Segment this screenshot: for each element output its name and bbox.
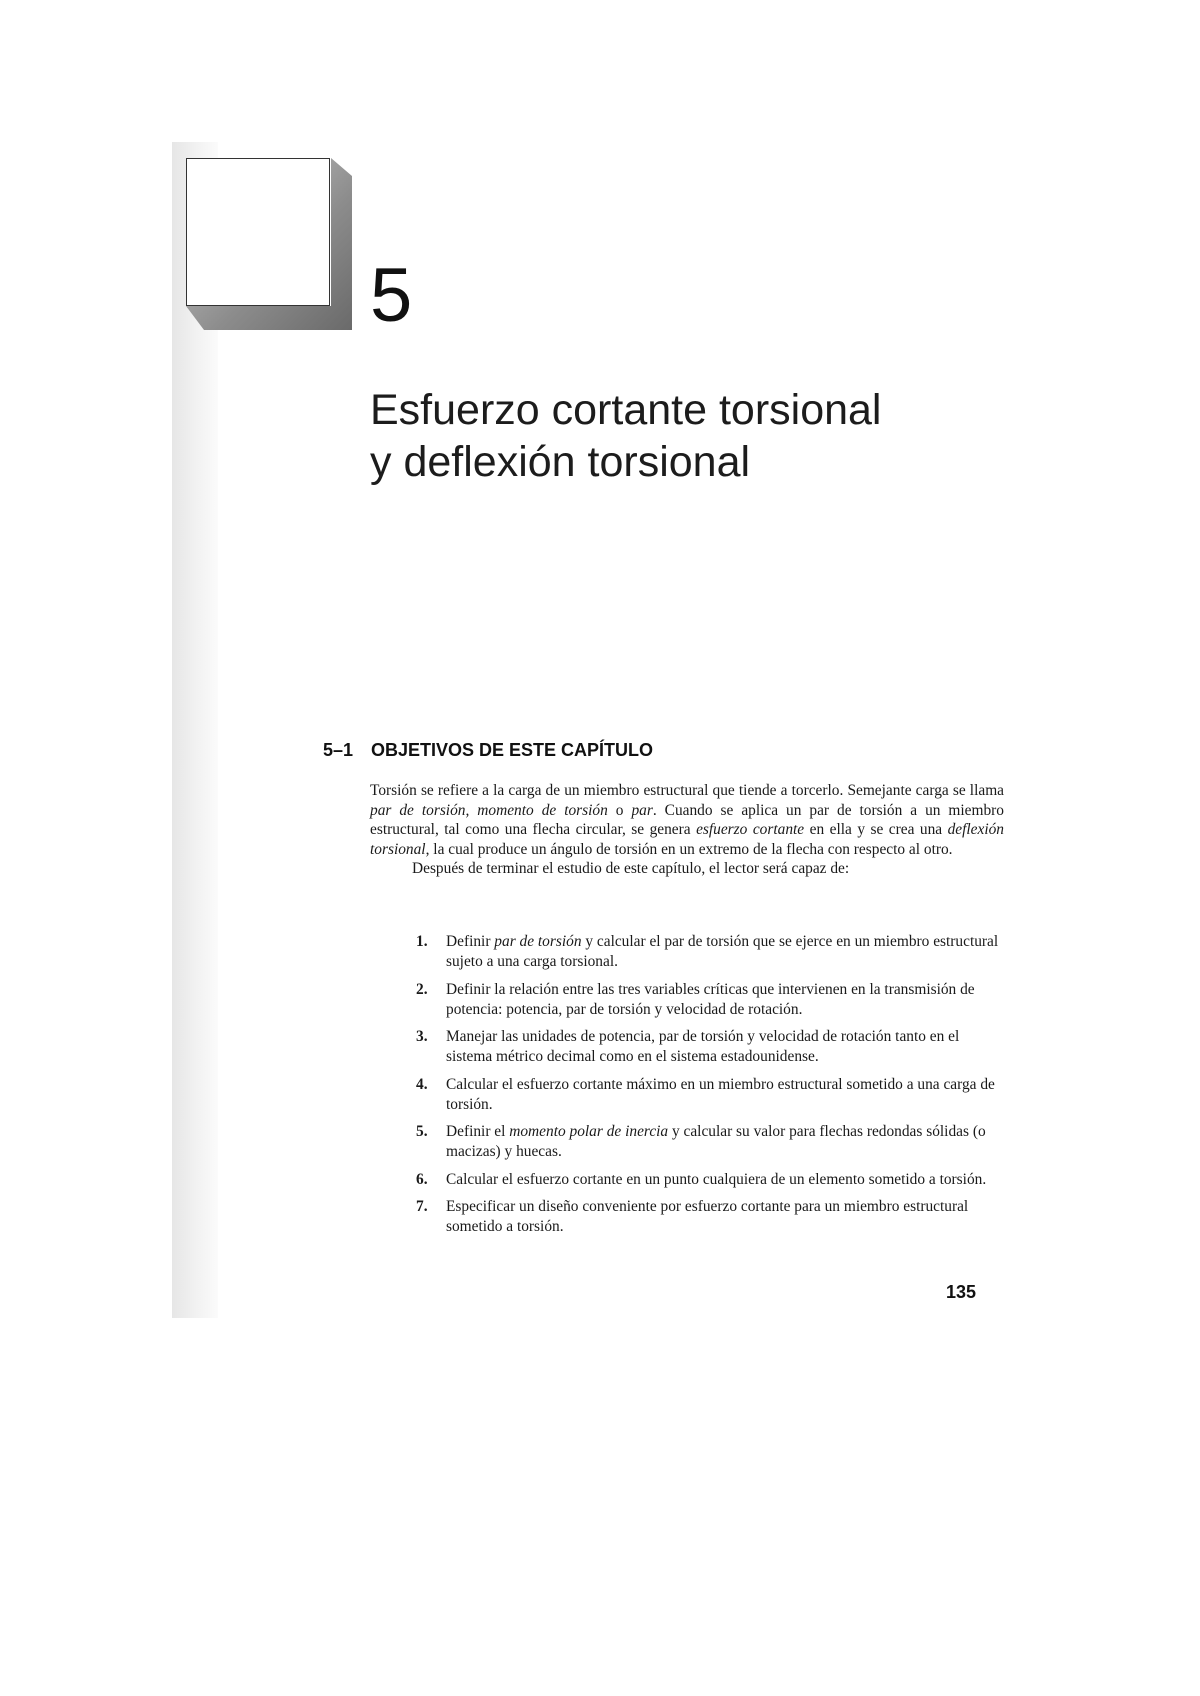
- item-text-after: y calcular su valor para flechas redondas sólidas (o macizas) y huecas.: [446, 1123, 986, 1160]
- intro-sentence-2: o: [607, 801, 632, 819]
- item-number: 5.: [416, 1123, 428, 1140]
- item-text: Manejar las unidades de potencia, par de torsión y velocidad de rotación tanto en el sistema métrico decimal como en el sistema estadounidense.: [446, 1028, 960, 1065]
- item-text: Especificar un diseño conveniente por esfuerzo cortante para un miembro estructural sometido a torsión.: [446, 1198, 969, 1235]
- list-item: [412, 1122, 1008, 1162]
- list-item: [412, 1027, 1008, 1067]
- intro-sentence-1: Torsión se refiere a la carga de un miembro estructural que tiende a torcerlo. Semejante carga se llama: [370, 782, 1004, 799]
- term-par-de-torsion: par de torsión, momento de torsión: [370, 801, 608, 819]
- chapter-title-line-2: y deflexión torsional: [370, 438, 751, 486]
- item-number: 1.: [416, 933, 428, 950]
- item-text: Calcular el esfuerzo cortante en un punto cualquiera de un elemento sometido a torsión.: [446, 1170, 987, 1188]
- term-par: par: [631, 801, 653, 819]
- intro-lead: Después de terminar el estudio de este capítulo, el lector será capaz de:: [412, 860, 850, 877]
- section-heading: [323, 740, 653, 761]
- intro-paragraph: [370, 781, 1004, 859]
- term-esfuerzo-cortante: esfuerzo cortante: [696, 821, 805, 838]
- list-item: [412, 1197, 1008, 1237]
- intro-sentence-3: . Cuando se aplica un par de torsión a un miembro estructural, tal como una flecha circular, se genera: [370, 801, 1004, 838]
- chapter-number: 5: [370, 253, 413, 338]
- item-text-after: y calcular el par de torsión que se ejerce en un miembro estructural sujeto a una carga torsional.: [446, 933, 999, 970]
- chapter-box: [186, 158, 330, 306]
- item-number: 2.: [416, 980, 428, 998]
- section-title: OBJETIVOS DE ESTE CAPÍTULO: [371, 740, 654, 760]
- item-number: 4.: [416, 1075, 428, 1093]
- item-text: Calcular el esfuerzo cortante máximo en un miembro estructural sometido a una carga de torsión.: [446, 1075, 995, 1113]
- item-number: 7.: [416, 1198, 428, 1215]
- item-text: Definir la relación entre las tres variables críticas que intervienen en la transmisión de potencia: potencia, par de torsión y velocidad de rotación.: [446, 980, 975, 1018]
- item-term: par de torsión: [494, 933, 582, 950]
- item-number: 6.: [416, 1170, 428, 1188]
- page-number: 135: [946, 1282, 977, 1302]
- item-text: Definir: [446, 933, 495, 950]
- list-item: [412, 980, 1008, 1020]
- intro-sentence-5: , la cual produce un ángulo de torsión en un extremo de la flecha con respecto al otro.: [425, 840, 953, 858]
- item-number: 3.: [416, 1028, 428, 1045]
- chapter-title-line-1: Esfuerzo cortante torsional: [370, 386, 882, 434]
- term-deflexion-torsional: deflexión torsional: [370, 821, 1005, 858]
- list-item: [412, 1170, 1008, 1190]
- item-text: Definir el: [446, 1123, 510, 1140]
- list-item: [412, 1075, 1008, 1115]
- objectives-list: [412, 932, 1008, 1245]
- list-item: [412, 932, 1008, 972]
- section-number: 5–1: [323, 740, 354, 760]
- intro-text: [370, 781, 1004, 879]
- item-term: momento polar de inercia: [509, 1123, 669, 1140]
- intro-sentence-4: en ella y se crea una: [804, 821, 948, 838]
- chapter-title: [370, 384, 1070, 488]
